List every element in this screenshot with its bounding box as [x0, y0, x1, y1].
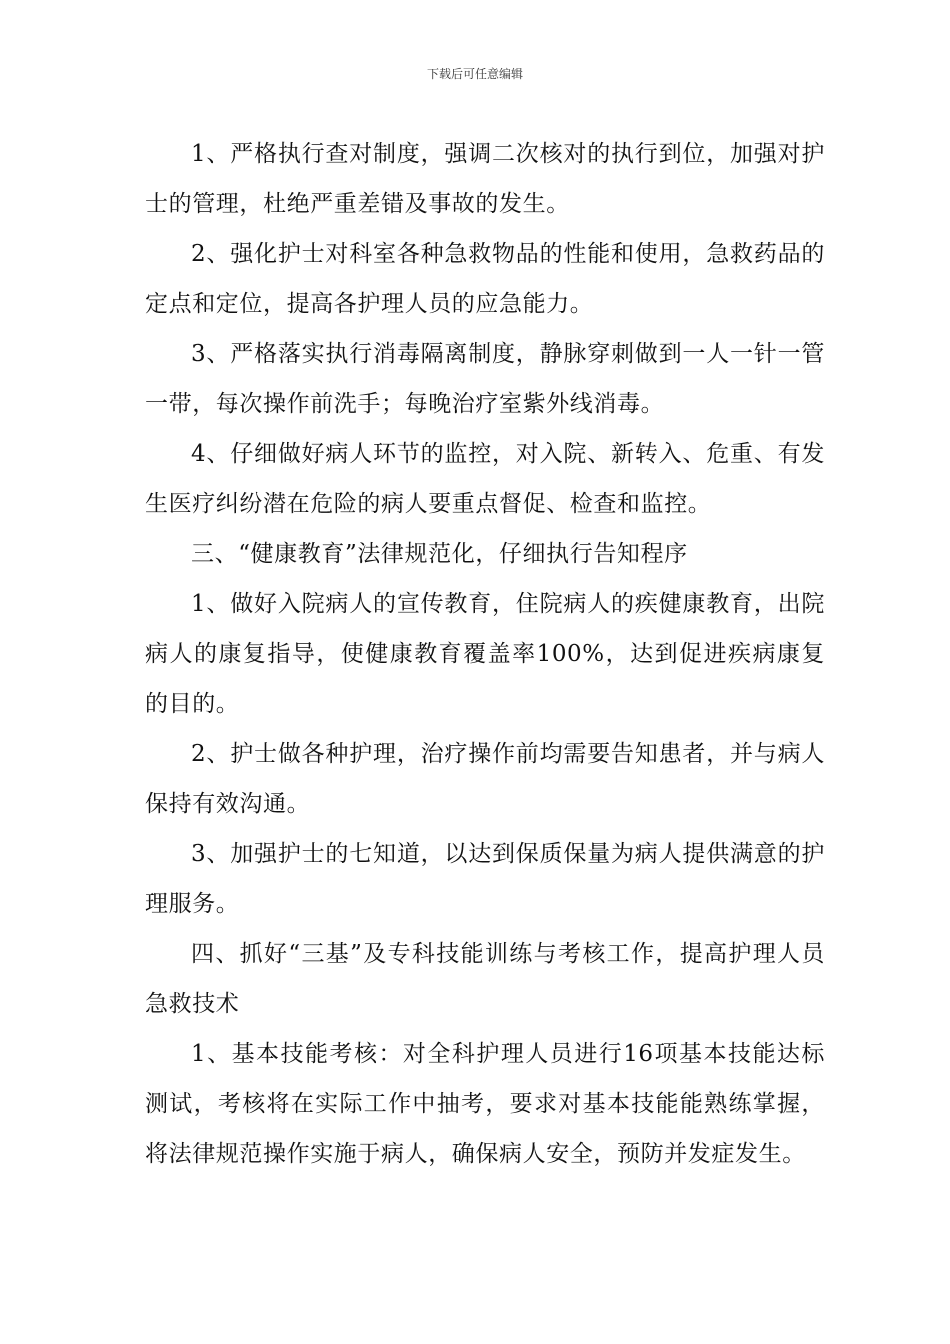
paragraph-7: 3、加强护士的七知道，以达到保质保量为病人提供满意的护理服务。 [145, 841, 825, 917]
paragraph-1: 1、严格执行查对制度，强调二次核对的执行到位，加强对护士的管理，杜绝严重差错及事故的发生。 [145, 141, 825, 217]
paragraph-2: 2、强化护士对科室各种急救物品的性能和使用，急救药品的定点和定位，提高各护理人员的应急能力。 [145, 241, 825, 317]
paragraph-5: 1、做好入院病人的宣传教育，住院病人的疾健康教育，出院病人的康复指导，使健康教育覆盖率100%，达到促进疾病康复的目的。 [145, 591, 825, 717]
document-body [145, 129, 825, 1179]
paragraph-6: 2、护士做各种护理，治疗操作前均需要告知患者，并与病人保持有效沟通。 [145, 741, 825, 817]
paragraph-4: 4、仔细做好病人环节的监控，对入院、新转入、危重、有发生医疗纠纷潜在危险的病人要重点督促、检查和监控。 [145, 441, 825, 517]
section-heading-3: 三、“健康教育”法律规范化，仔细执行告知程序 [191, 541, 688, 567]
section-heading-4: 四、抓好“三基”及专科技能训练与考核工作，提高护理人员急救技术 [145, 941, 825, 1017]
page-header-note: 下载后可任意编辑 [426, 67, 523, 81]
paragraph-3: 3、严格落实执行消毒隔离制度，静脉穿刺做到一人一针一管一带，每次操作前洗手；每晚治疗室紫外线消毒。 [145, 341, 825, 417]
paragraph-8: 1、基本技能考核：对全科护理人员进行16项基本技能达标测试，考核将在实际工作中抽考，要求对基本技能能熟练掌握，将法律规范操作实施于病人，确保病人安全，预防并发症发生。 [145, 1041, 825, 1167]
